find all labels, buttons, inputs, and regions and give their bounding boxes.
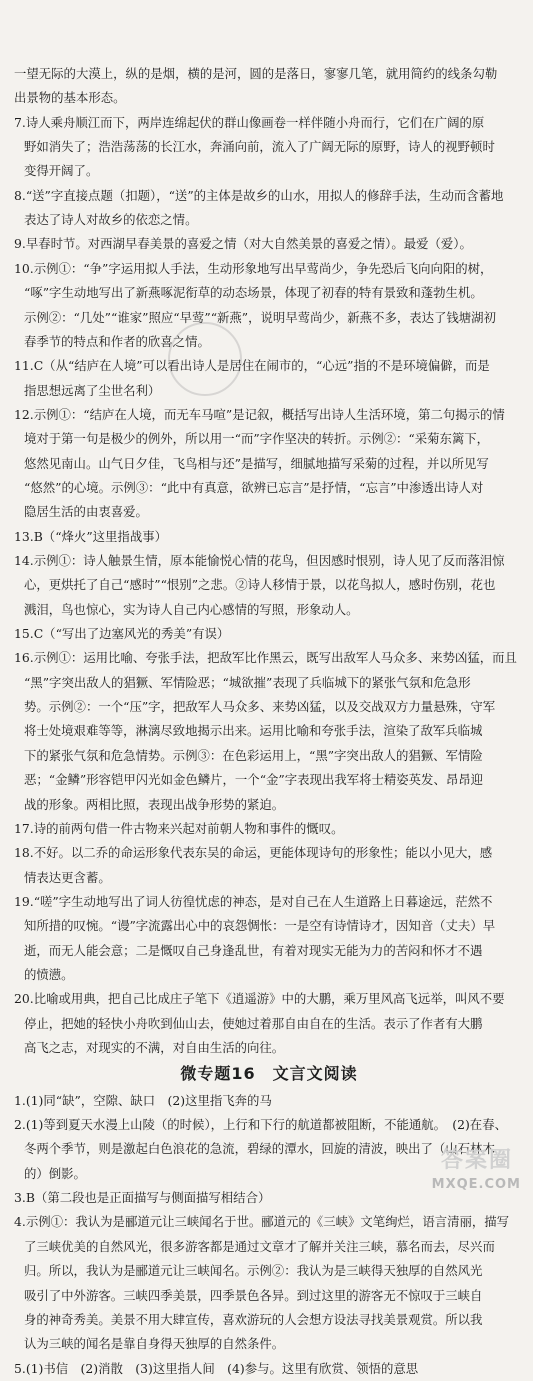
section-heading: 微专题16 文言文阅读 xyxy=(180,1064,358,1084)
text-line: 12.示例①：“结庐在人境，而无车马喧”是记叙，概括写出诗人生活环境，第二句揭示的情 xyxy=(14,406,505,422)
text-line: 冬两个季节，则是激起白色浪花的急流，碧绿的潭水，回旋的清波，映出了（山石林木 xyxy=(24,1141,495,1157)
watermark-site: MXQE.COM xyxy=(431,1177,521,1192)
text-line: 的愤懑。 xyxy=(24,966,74,982)
text-line: 4.示例①：我认为是郦道元让三峡闻名于世。郦道元的《三峡》文笔绚烂，语言清丽，描写 xyxy=(14,1214,510,1230)
text-line: “啄”字生动地写出了新燕啄泥衔草的动态场景，体现了初春的特有景致和蓬勃生机。 xyxy=(24,285,483,301)
text-line: 的）倒影。 xyxy=(24,1165,86,1181)
text-line: 5.(1)书信 (2)消散 (3)这里指人间 (4)参与。这里有欣赏、领悟的意思 xyxy=(14,1360,419,1376)
text-line: 了三峡优美的自然风光，很多游客都是通过文章才了解并关注三峡，慕名而去，尽兴而 xyxy=(24,1238,495,1254)
text-line: 势。示例②：一个“压”字，把敌军人马众多、来势凶猛，以及交战双方力量悬殊，守军 xyxy=(24,699,496,715)
text-line: 心，更烘托了自己“感时”“恨别”之悲。②诗人移情于景，以花鸟拟人，感时伤别，花也 xyxy=(24,577,496,593)
text-line: 13.B（“烽火”这里指战事） xyxy=(14,528,167,544)
text-line: 高飞之志，对现实的不满，对自由生活的向往。 xyxy=(24,1040,285,1055)
text-line: 表达了诗人对故乡的依恋之情。 xyxy=(24,212,198,228)
text-line: 吸引了中外游客。三峡四季美景，四季景色各异。到过这里的游客无不惊叹于三峡自 xyxy=(24,1287,483,1303)
text-line: 春季节的特点和作者的欣喜之情。 xyxy=(24,333,210,349)
text-line: 停止，把她的轻快小舟吹到仙山去，使她过着那自由自在的生活。表示了作者有大鹏 xyxy=(24,1015,483,1031)
text-line: 一望无际的大漠上，纵的是烟，横的是河，圆的是落日，寥寥几笔，就用简约的线条勾勒 xyxy=(14,66,498,81)
text-line: 境对于第一句是极少的例外，所以用一“而”字作坚决的转折。示例②：“采菊东篱下， xyxy=(24,431,490,447)
text-line: 逝，而无人能会意；二是慨叹自己身逢乱世，有着对现实无能为力的苦闷和怀才不遇 xyxy=(24,942,483,958)
text-line: 8.“送”字直接点题（扣题），“送”的主体是故乡的山水，用拟人的修辞手法，生动而含蓄地 xyxy=(14,187,504,203)
watermark xyxy=(417,1148,527,1194)
text-line: 战的形象。两相比照，表现出战争形势的紧迫。 xyxy=(24,796,285,812)
text-line: 变得开阔了。 xyxy=(24,163,99,179)
text-line: 恶；“金鳞”形容铠甲闪光如金色鳞片，一个“金”字表现出我军将士精姿英发、昂昂迎 xyxy=(24,772,484,788)
text-line: 溅泪，鸟也惊心，实为诗人自己内心感情的写照，形象动人。 xyxy=(24,601,359,617)
text-line: 18.不好。以二乔的命运形象代表东吴的命运，更能体现诗句的形象性；能以小见大，感 xyxy=(14,845,493,861)
text-line: 7.诗人乘舟顺江而下，两岸连绵起伏的群山像画卷一样伴随小舟而行，它们在广阔的原 xyxy=(14,114,485,130)
text-line: 指思想远离了尘世名利） xyxy=(24,382,161,398)
text-line: 9.早春时节。对西湖早春美景的喜爱之情（对大自然美景的喜爱之情）。最爱（爱）。 xyxy=(14,236,472,252)
text-line: “黑”字突出敌人的猖獗、军情险恶；“城欲摧”表现了兵临城下的紧张气氛和危急形 xyxy=(24,674,471,690)
text-line: 认为三峡的闻名是靠自身得天独厚的自然条件。 xyxy=(24,1336,285,1352)
text-line: 将士处境艰难等等，淋漓尽致地揭示出来。运用比喻和夸张手法，渲染了敌军兵临城 xyxy=(24,723,483,739)
text-line: 隐居生活的由衷喜爱。 xyxy=(24,504,148,520)
text-line: 1.(1)同“缺”，空隙、缺口 (2)这里指飞奔的马 xyxy=(14,1092,272,1108)
text-line: 19.“嗟”字生动地写出了词人彷徨忧虑的神态，是对自己在人生道路上日暮途远，茫然不 xyxy=(14,893,493,909)
text-line: 2.(1)等到夏天水漫上山陵（的时候），上行和下行的航道都被阻断，不能通航。 (2)在春、 xyxy=(14,1117,507,1133)
text-line: 情表达更含蓄。 xyxy=(24,869,111,885)
text-line: 10.示例①：“争”字运用拟人手法，生动形象地写出早莺尚少，争先恐后飞向向阳的树， xyxy=(14,260,493,276)
text-line: 11.C（从“结庐在人境”可以看出诗人是居住在闹市的，“心远”指的不是环境偏僻，而是 xyxy=(14,358,490,374)
watermark-logo: 答案圈 xyxy=(440,1148,513,1173)
text-line: 16.示例①：运用比喻、夸张手法，把敌军比作黑云，既写出敌军人马众多、来势凶猛，而且 xyxy=(14,650,517,666)
text-line: 悠然见南山。山气日夕佳，飞鸟相与还”是描写，细腻地描写采菊的过程，并以所见写 xyxy=(24,455,489,471)
text-line: 身的神奇秀美。美景不用大肆宣传，喜欢游玩的人会想方设法寻找美景观赏。所以我 xyxy=(24,1311,483,1327)
text-line: 15.C（“写出了边塞风光的秀美”有误） xyxy=(14,626,230,642)
text-line: 下的紧张气氛和危急情势。示例③：在色彩运用上，“黑”字突出敌人的猖獗、军情险 xyxy=(24,747,483,763)
text-line: 出景物的基本形态。 xyxy=(14,90,126,106)
text-line: 3.B（第二段也是正面描写与侧面描写相结合） xyxy=(14,1190,271,1206)
text-line: 示例②：“几处”“谁家”照应“早莺”“新燕”，说明早莺尚少，新燕不多，表达了钱塘湖初 xyxy=(24,309,496,325)
text-line: 野如消失了；浩浩荡荡的长江水，奔涌向前，流入了广阔无际的原野，诗人的视野顿时 xyxy=(24,139,495,155)
text-line: 知所措的叹惋。“谩”字流露出心中的哀怨惆怅：一是空有诗情诗才，因知音（丈夫）早 xyxy=(24,918,496,934)
text-line: 14.示例①：诗人触景生情，原本能愉悦心情的花鸟，但因感时恨别，诗人见了反而落泪惊 xyxy=(14,553,505,568)
text-line: 17.诗的前两句借一件古物来兴起对前朝人物和事件的慨叹。 xyxy=(14,820,344,836)
text-line: 20.比喻或用典，把自己比成庄子笔下《逍遥游》中的大鹏，乘万里风高飞远举，叫风不要 xyxy=(14,991,505,1007)
text-line: “悠然”的心境。示例③：“此中有真意，欲辨已忘言”是抒情，“忘言”中渗透出诗人对 xyxy=(24,479,484,495)
text-line: 归。所以，我认为是郦道元让三峡闻名。示例②：我认为是三峡得天独厚的自然风光 xyxy=(24,1263,483,1279)
